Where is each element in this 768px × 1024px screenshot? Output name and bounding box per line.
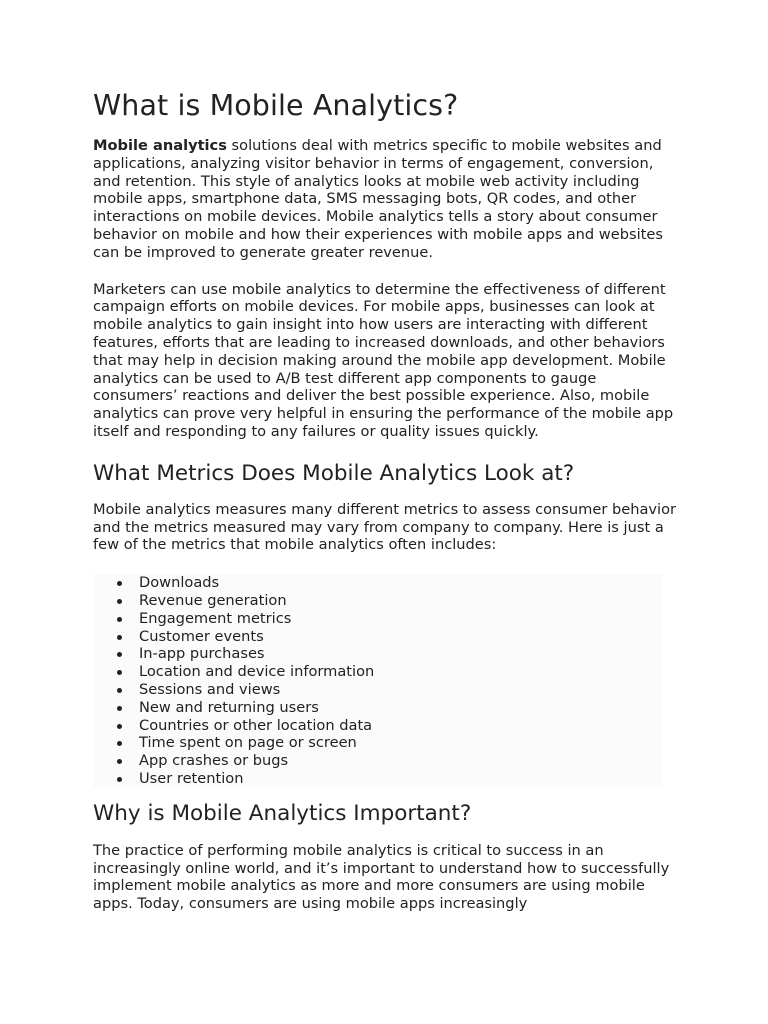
list-item-label: Sessions and views	[139, 680, 281, 698]
bullet-icon	[117, 635, 122, 640]
bullet-icon	[117, 599, 122, 604]
list-item-label: Countries or other location data	[139, 716, 373, 734]
bullet-icon	[117, 652, 122, 657]
bullet-icon	[117, 724, 122, 729]
list-item	[93, 628, 663, 646]
list-item	[93, 645, 663, 663]
list-item	[93, 681, 663, 699]
page-title: What is Mobile Analytics?	[93, 89, 459, 122]
bullet-icon	[117, 688, 122, 693]
list-item	[93, 699, 663, 717]
list-item	[93, 574, 663, 592]
metrics-heading: What Metrics Does Mobile Analytics Look at?	[93, 460, 575, 486]
intro-paragraph	[93, 137, 683, 262]
list-item-label: Revenue generation	[139, 591, 287, 609]
list-item-label: User retention	[139, 769, 244, 787]
bullet-icon	[117, 759, 122, 764]
bullet-icon	[117, 617, 122, 622]
list-item-label: Customer events	[139, 627, 264, 645]
importance-paragraph: The practice of performing mobile analytics is critical to success in an increasingly online world, and it’s important to understand how to successfully implement mobile analytics as more and more consumers are using mobile apps. Today, consumers are using mobile apps increasingly	[93, 841, 670, 913]
importance-heading: Why is Mobile Analytics Important?	[93, 800, 472, 826]
intro-bold-lead: Mobile analytics	[93, 137, 227, 154]
list-item-label: Engagement metrics	[139, 609, 292, 627]
bullet-icon	[117, 670, 122, 675]
bullet-icon	[117, 706, 122, 711]
list-item-label: Location and device information	[139, 663, 375, 681]
list-item-label: Time spent on page or screen	[139, 734, 357, 752]
list-item	[93, 663, 663, 681]
marketers-paragraph: Marketers can use mobile analytics to determine the effectiveness of different campaign efforts on mobile devices. For mobile apps, businesses can look at mobile analytics to gain insight into how users are interacting with different features, efforts that are leading to increased downloads, and other behaviors that may help in decision making around the mobile app development. Mobile analytics can be used to A/B test different app components to gauge consumers’ reactions and deliver the best possible experience. Also, mobile analytics can prove very helpful in ensuring the performance of the mobile app itself and responding to any failures or quality issues quickly.	[93, 280, 674, 440]
metrics-list	[93, 574, 663, 788]
intro-text: solutions deal with metrics specific to mobile websites and applications, analyzing visitor behavior in terms of engagement, conversion, and retention. This style of analytics looks at mobile web activity including mobile apps, smartphone data, SMS messaging bots, QR codes, and other interactions on mobile devices. Mobile analytics tells a story about consumer behavior on mobile and how their experiences with mobile apps and websites can be improved to generate greater revenue.	[93, 137, 663, 261]
list-item-label: New and returning users	[139, 698, 319, 716]
list-item	[93, 734, 663, 752]
list-item	[93, 770, 663, 788]
list-item	[93, 592, 663, 610]
bullet-icon	[117, 581, 122, 586]
metrics-intro-paragraph: Mobile analytics measures many different metrics to assess consumer behavior and the metrics measured may vary from company to company. Here is just a few of the metrics that mobile analytics often includes:	[93, 500, 677, 554]
list-item-label: In-app purchases	[139, 645, 265, 663]
bullet-icon	[117, 741, 122, 746]
list-item	[93, 717, 663, 735]
bullet-icon	[117, 777, 122, 782]
article-body	[93, 88, 683, 932]
list-item	[93, 752, 663, 770]
list-item-label: App crashes or bugs	[139, 752, 289, 770]
list-item-label: Downloads	[139, 574, 220, 592]
list-item	[93, 610, 663, 628]
